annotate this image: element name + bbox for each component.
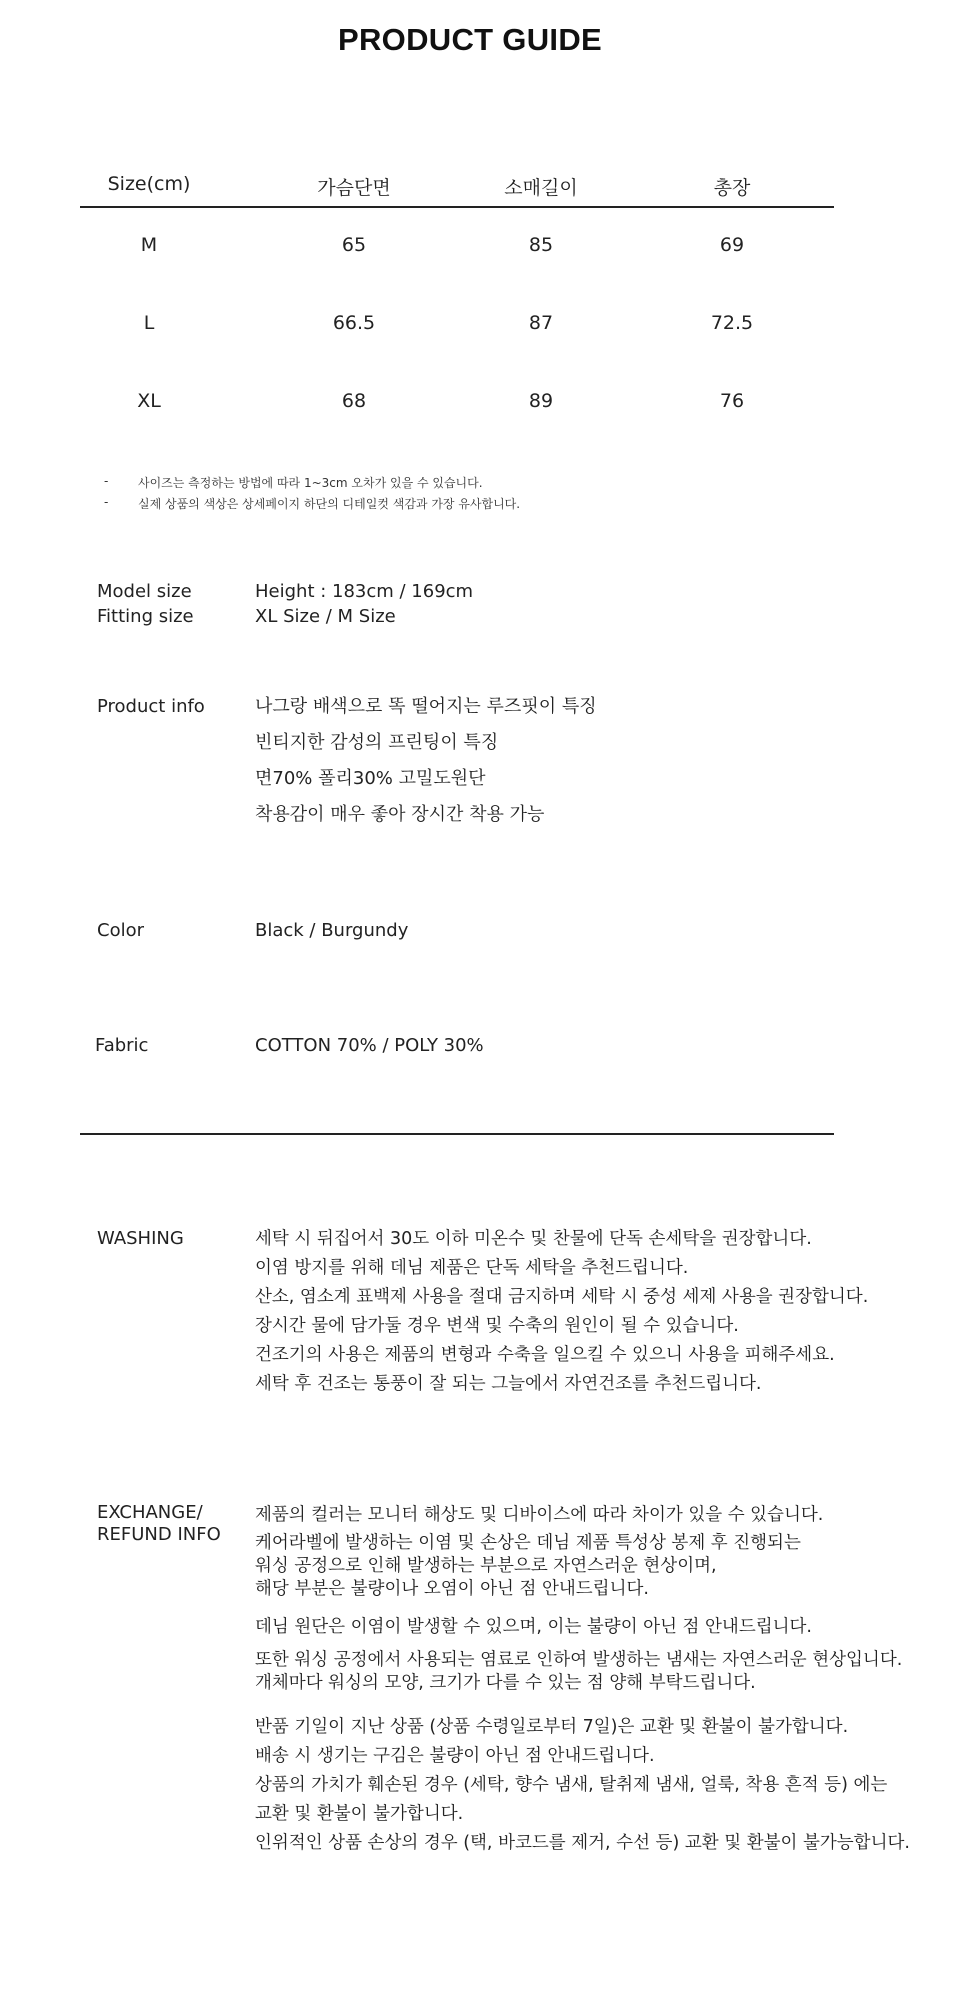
note-dash: - (104, 474, 109, 488)
size-label: M (140, 234, 158, 256)
washing-line: 건조기의 사용은 제품의 변형과 수축을 일으킬 수 있으니 사용을 피해주세요. (255, 1345, 835, 1365)
exchange-line: 개체마다 워싱의 모양, 크기가 다를 수 있는 점 양해 부탁드립니다. (255, 1673, 756, 1693)
product-info-line: 착용감이 매우 좋아 장시간 착용 가능 (255, 804, 545, 825)
length-value: 72.5 (710, 312, 754, 334)
length-value: 69 (719, 234, 745, 256)
exchange-line: 배송 시 생기는 구김은 불량이 아닌 점 안내드립니다. (255, 1746, 655, 1766)
washing-line: 세탁 후 건조는 통풍이 잘 되는 그늘에서 자연건조를 추천드립니다. (255, 1374, 762, 1394)
chest-value: 65 (341, 234, 367, 256)
exchange-line: 또한 워싱 공정에서 사용되는 염료로 인하여 발생하는 냄새는 자연스러운 현상입니다. (255, 1650, 903, 1670)
fabric-value: COTTON 70% / POLY 30% (255, 1035, 484, 1056)
note-text: 사이즈는 측정하는 방법에 따라 1~3cm 오차가 있을 수 있습니다. (138, 476, 483, 490)
exchange-line: 해당 부분은 불량이나 오염이 아닌 점 안내드립니다. (255, 1579, 649, 1599)
washing-line: 세탁 시 뒤집어서 30도 이하 미온수 및 찬물에 단독 손세탁을 권장합니다. (255, 1229, 812, 1249)
chest-value: 66.5 (332, 312, 376, 334)
refund-label-line: REFUND INFO (97, 1524, 221, 1545)
exchange-paragraph (255, 1532, 910, 1601)
product-info-line: 나그랑 배색으로 똑 떨어지는 루즈핏이 특징 (255, 696, 597, 717)
exchange-paragraph (255, 1713, 910, 1858)
color-value: Black / Burgundy (255, 920, 409, 941)
product-info-line: 빈티지한 감성의 프린팅이 특징 (255, 732, 499, 753)
color-section (97, 918, 897, 948)
table-row (80, 208, 834, 286)
fitting-size-label: Fitting size (97, 606, 194, 627)
washing-section (97, 1226, 897, 1416)
exchange-line: 교환 및 환불이 불가합니다. (255, 1804, 464, 1824)
exchange-paragraph: 제품의 컬러는 모니터 해상도 및 디바이스에 따라 차이가 있을 수 있습니다. (255, 1505, 824, 1525)
washing-list (255, 1225, 868, 1399)
header-sleeve: 소매길이 (504, 177, 578, 199)
note-dash: - (104, 495, 109, 509)
exchange-refund-text (255, 1501, 910, 1858)
note-text: 실제 상품의 색상은 상세페이지 하단의 디테일컷 색감과 가장 유사합니다. (138, 497, 521, 511)
length-value: 76 (719, 390, 745, 412)
fabric-label: Fabric (95, 1035, 149, 1056)
exchange-refund-label (97, 1502, 221, 1546)
product-info-section (97, 694, 897, 844)
size-table (80, 166, 834, 442)
color-label: Color (97, 920, 144, 941)
sleeve-value: 89 (528, 390, 554, 412)
exchange-refund-section (97, 1502, 910, 1882)
page-title: PRODUCT GUIDE (338, 22, 602, 57)
size-label: XL (137, 390, 161, 412)
chest-value: 68 (341, 390, 367, 412)
header-chest: 가슴단면 (317, 177, 391, 199)
model-size-label: Model size (97, 581, 192, 602)
exchange-line: 반품 기일이 지난 상품 (상품 수령일로부터 7일)은 교환 및 환불이 불가합니다. (255, 1717, 849, 1737)
exchange-line: 상품의 가치가 훼손된 경우 (세탁, 향수 냄새, 탈취제 냄새, 얼룩, 착용 흔적 등) 에는 (255, 1775, 888, 1795)
exchange-paragraph: 데님 원단은 이염이 발생할 수 있으며, 이는 불량이 아닌 점 안내드립니다. (255, 1617, 812, 1637)
size-label: L (143, 312, 155, 334)
washing-line: 산소, 염소계 표백제 사용을 절대 금지하며 세탁 시 중성 세제 사용을 권장합니다. (255, 1287, 869, 1307)
product-info-list (255, 692, 597, 836)
product-info-label: Product info (97, 696, 205, 717)
model-size-section (97, 579, 897, 635)
fitting-size-value: XL Size / M Size (255, 606, 396, 627)
header-length: 총장 (713, 177, 751, 199)
table-row (80, 364, 834, 442)
fabric-section (95, 1033, 895, 1063)
size-table-header (80, 166, 834, 208)
exchange-line: 워싱 공정으로 인해 발생하는 부분으로 자연스러운 현상이며, (255, 1556, 717, 1576)
section-divider (80, 1133, 834, 1135)
washing-line: 장시간 물에 담가둘 경우 변색 및 수축의 원인이 될 수 있습니다. (255, 1316, 739, 1336)
exchange-label-line: EXCHANGE/ (97, 1502, 203, 1523)
sleeve-value: 87 (528, 312, 554, 334)
exchange-paragraph (255, 1649, 910, 1695)
header-size: Size(cm) (107, 173, 191, 195)
sleeve-value: 85 (528, 234, 554, 256)
exchange-line: 인위적인 상품 손상의 경우 (택, 바코드를 제거, 수선 등) 교환 및 환불이 불가능합니다. (255, 1833, 910, 1853)
washing-line: 이염 방지를 위해 데님 제품은 단독 세탁을 추천드립니다. (255, 1258, 689, 1278)
washing-label: WASHING (97, 1228, 184, 1249)
model-height-value: Height : 183cm / 169cm (255, 581, 474, 602)
product-info-line: 면70% 폴리30% 고밀도원단 (255, 768, 486, 789)
exchange-line: 케어라벨에 발생하는 이염 및 손상은 데님 제품 특성상 봉제 후 진행되는 (255, 1533, 801, 1553)
table-row (80, 286, 834, 364)
